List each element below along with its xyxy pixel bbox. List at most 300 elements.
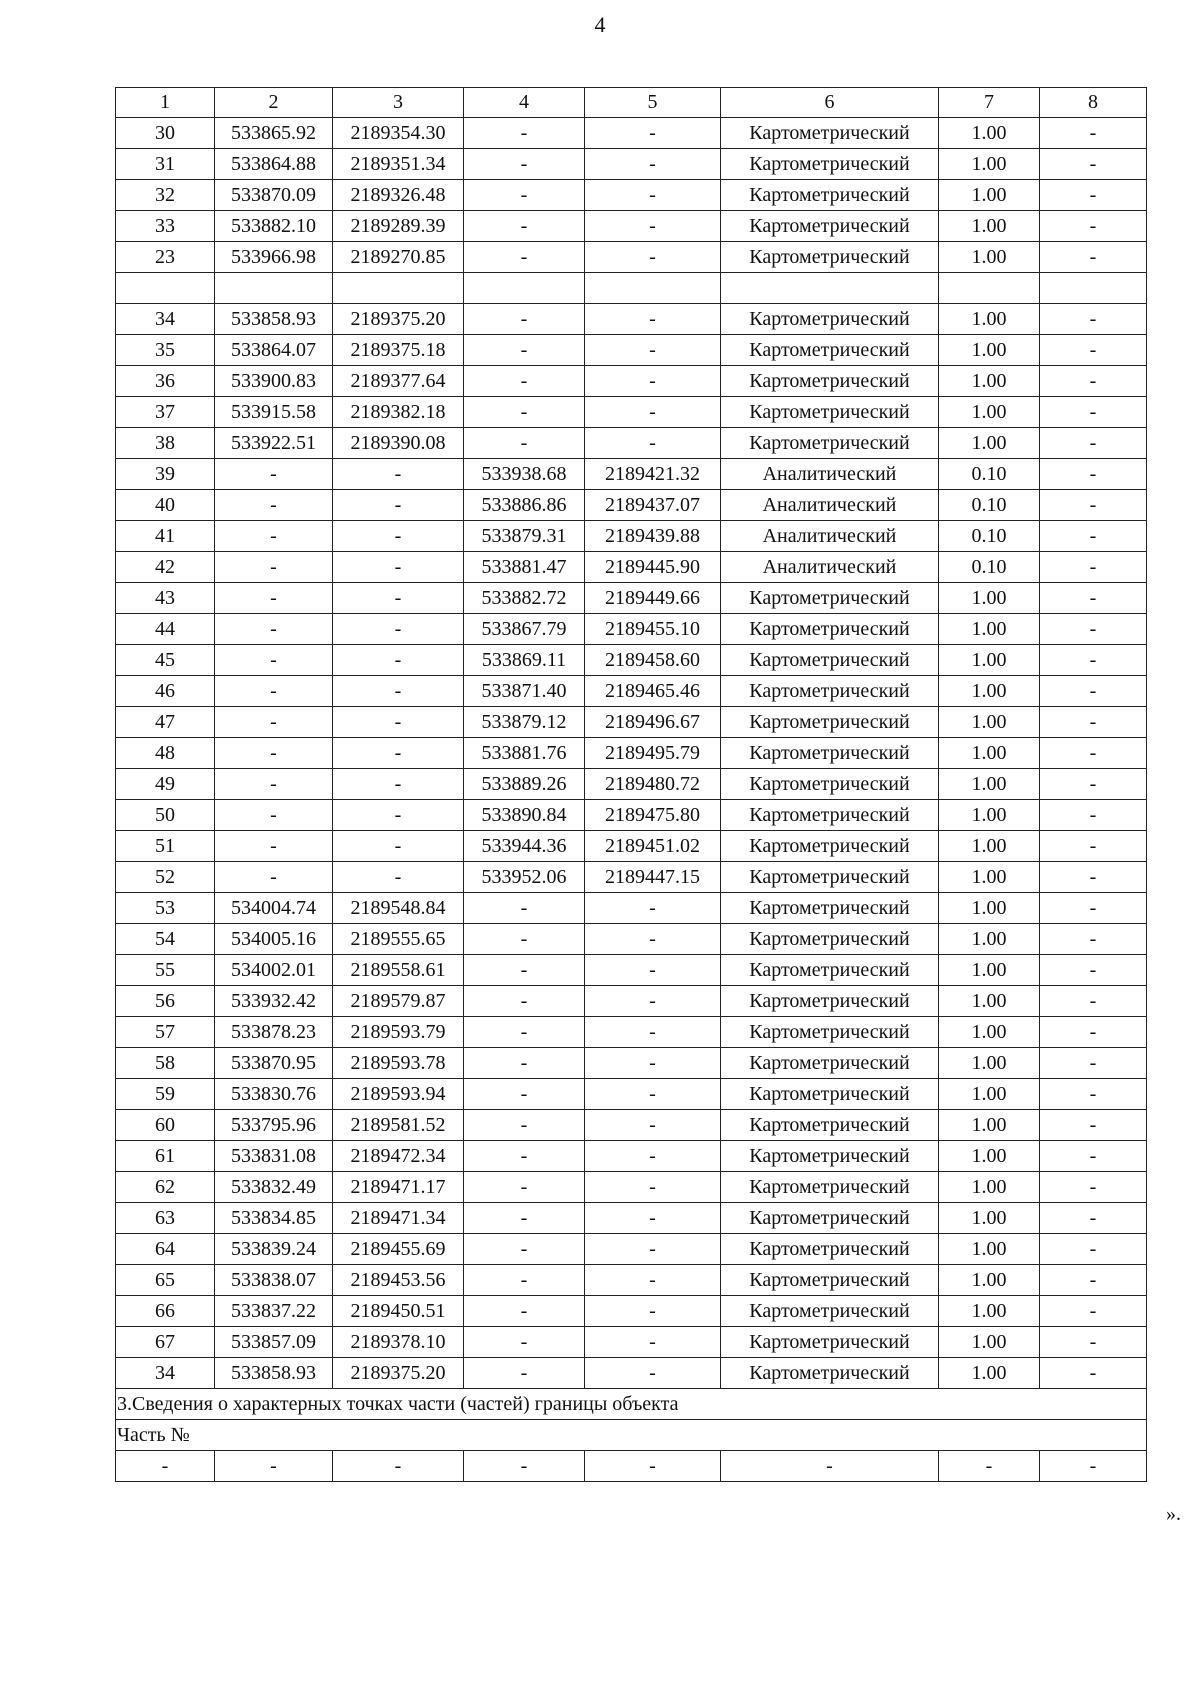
table-cell: Картометрический xyxy=(721,1327,939,1358)
table-cell: - xyxy=(333,583,464,614)
section-title: 3.Сведения о характерных точках части (частей) границы объекта xyxy=(116,1389,1147,1420)
table-cell: 533966.98 xyxy=(215,242,333,273)
column-header: 3 xyxy=(333,88,464,118)
table-cell: 533870.95 xyxy=(215,1048,333,1079)
table-cell: 43 xyxy=(116,583,215,614)
table-row xyxy=(116,335,1147,366)
table-cell: - xyxy=(215,552,333,583)
table-cell: 2189375.20 xyxy=(333,304,464,335)
table-cell: 533857.09 xyxy=(215,1327,333,1358)
table-cell: - xyxy=(464,1296,585,1327)
table-cell: 2189354.30 xyxy=(333,118,464,149)
table-cell: Картометрический xyxy=(721,583,939,614)
table-cell: 533869.11 xyxy=(464,645,585,676)
table-cell: 61 xyxy=(116,1141,215,1172)
table-cell: 1.00 xyxy=(939,118,1040,149)
table-cell: - xyxy=(464,304,585,335)
table-row xyxy=(116,893,1147,924)
table-cell xyxy=(333,273,464,304)
table-row xyxy=(116,1110,1147,1141)
table-cell: 42 xyxy=(116,552,215,583)
table-row xyxy=(116,862,1147,893)
table-cell: 533932.42 xyxy=(215,986,333,1017)
table-cell: - xyxy=(464,955,585,986)
table-cell: 2189382.18 xyxy=(333,397,464,428)
table-cell: - xyxy=(1040,242,1147,273)
table-cell: 533870.09 xyxy=(215,180,333,211)
table-cell: Аналитический xyxy=(721,552,939,583)
table-cell: - xyxy=(333,521,464,552)
table-cell xyxy=(585,273,721,304)
table-row xyxy=(116,924,1147,955)
table-cell: - xyxy=(585,1203,721,1234)
table-cell: Картометрический xyxy=(721,738,939,769)
table-cell: - xyxy=(1040,614,1147,645)
table-row xyxy=(116,986,1147,1017)
table-cell: 533838.07 xyxy=(215,1265,333,1296)
table-cell: - xyxy=(1040,1141,1147,1172)
table-cell: 47 xyxy=(116,707,215,738)
table-cell: 2189445.90 xyxy=(585,552,721,583)
table-row xyxy=(116,1358,1147,1389)
table-cell: 2189558.61 xyxy=(333,955,464,986)
table-cell: 1.00 xyxy=(939,304,1040,335)
table-cell: 533915.58 xyxy=(215,397,333,428)
table-cell: - xyxy=(1040,211,1147,242)
table-cell: - xyxy=(585,986,721,1017)
table-cell: 533879.12 xyxy=(464,707,585,738)
table-cell: 2189579.87 xyxy=(333,986,464,1017)
table-cell: - xyxy=(464,118,585,149)
table-cell: - xyxy=(464,1203,585,1234)
table-cell: 533944.36 xyxy=(464,831,585,862)
table-cell: 50 xyxy=(116,800,215,831)
table-cell: Картометрический xyxy=(721,986,939,1017)
table-cell: - xyxy=(215,862,333,893)
table-cell: Картометрический xyxy=(721,1110,939,1141)
page-number: 4 xyxy=(594,12,606,37)
table-cell: - xyxy=(1040,1296,1147,1327)
table-cell: 2189351.34 xyxy=(333,149,464,180)
table-cell: - xyxy=(585,1265,721,1296)
table-cell: - xyxy=(464,1141,585,1172)
table-cell: 1.00 xyxy=(939,769,1040,800)
table-cell: 2189437.07 xyxy=(585,490,721,521)
table-cell: Картометрический xyxy=(721,862,939,893)
table-row xyxy=(116,428,1147,459)
table-cell: 533952.06 xyxy=(464,862,585,893)
table-row xyxy=(116,397,1147,428)
table-cell: 1.00 xyxy=(939,862,1040,893)
table-cell: 533795.96 xyxy=(215,1110,333,1141)
table-cell: - xyxy=(1040,769,1147,800)
table-cell: - xyxy=(585,955,721,986)
table-cell: 1.00 xyxy=(939,1296,1040,1327)
table-cell: 2189471.34 xyxy=(333,1203,464,1234)
table-row xyxy=(116,769,1147,800)
table-cell: 533879.31 xyxy=(464,521,585,552)
table-cell: Картометрический xyxy=(721,1358,939,1389)
table-cell: 2189270.85 xyxy=(333,242,464,273)
table-cell: - xyxy=(1040,862,1147,893)
table-row xyxy=(116,521,1147,552)
table-cell: 1.00 xyxy=(939,924,1040,955)
table-cell: - xyxy=(215,521,333,552)
table-cell: 533882.10 xyxy=(215,211,333,242)
table-cell: 23 xyxy=(116,242,215,273)
table-cell: - xyxy=(464,1451,585,1482)
table-cell: - xyxy=(333,645,464,676)
table-cell: - xyxy=(1040,1110,1147,1141)
table-cell: 1.00 xyxy=(939,1017,1040,1048)
table-cell: Картометрический xyxy=(721,1172,939,1203)
table-cell: - xyxy=(585,211,721,242)
table-row xyxy=(116,645,1147,676)
table-cell: - xyxy=(1040,149,1147,180)
table-cell: Картометрический xyxy=(721,180,939,211)
table-cell: - xyxy=(1040,1265,1147,1296)
table-cell xyxy=(215,273,333,304)
table-cell: - xyxy=(333,831,464,862)
table-row xyxy=(116,366,1147,397)
table-cell: - xyxy=(585,1358,721,1389)
table-cell: Картометрический xyxy=(721,1265,939,1296)
table-cell: 534004.74 xyxy=(215,893,333,924)
table-cell: 2189439.88 xyxy=(585,521,721,552)
table-cell: Картометрический xyxy=(721,614,939,645)
table-cell: 67 xyxy=(116,1327,215,1358)
table-cell: - xyxy=(585,893,721,924)
table-cell: - xyxy=(464,1327,585,1358)
table-cell: - xyxy=(585,924,721,955)
table-cell: 533867.79 xyxy=(464,614,585,645)
table-cell: 533864.88 xyxy=(215,149,333,180)
table-cell: 2189451.02 xyxy=(585,831,721,862)
column-header: 7 xyxy=(939,88,1040,118)
table-cell: 533889.26 xyxy=(464,769,585,800)
table-cell: - xyxy=(1040,583,1147,614)
table-cell: 1.00 xyxy=(939,986,1040,1017)
table-cell: 37 xyxy=(116,397,215,428)
table-cell: - xyxy=(585,1451,721,1482)
table-cell: - xyxy=(215,1451,333,1482)
table-cell: 1.00 xyxy=(939,676,1040,707)
table-cell: - xyxy=(464,335,585,366)
table-row xyxy=(116,614,1147,645)
table-cell: - xyxy=(464,242,585,273)
table-body xyxy=(116,88,1147,1482)
table-cell: - xyxy=(215,707,333,738)
table-cell: - xyxy=(1040,1079,1147,1110)
table-cell: Аналитический xyxy=(721,490,939,521)
table-cell: - xyxy=(585,366,721,397)
table-cell: - xyxy=(464,1017,585,1048)
table-cell: - xyxy=(464,428,585,459)
table-cell: Картометрический xyxy=(721,242,939,273)
part-number-label: Часть № xyxy=(116,1420,1147,1451)
table-cell: - xyxy=(333,676,464,707)
table-cell: - xyxy=(585,1048,721,1079)
table-cell: 1.00 xyxy=(939,1141,1040,1172)
table-row xyxy=(116,180,1147,211)
table-cell: - xyxy=(1040,1203,1147,1234)
table-row xyxy=(116,1172,1147,1203)
table-row xyxy=(116,1141,1147,1172)
closing-quote-mark: ». xyxy=(1166,1503,1181,1525)
table-cell: - xyxy=(1040,428,1147,459)
table-cell: 1.00 xyxy=(939,397,1040,428)
table-cell: Картометрический xyxy=(721,1203,939,1234)
table-cell: - xyxy=(1040,1172,1147,1203)
table-cell: - xyxy=(215,738,333,769)
table-cell: Картометрический xyxy=(721,1296,939,1327)
table-cell: - xyxy=(464,211,585,242)
table-cell: - xyxy=(939,1451,1040,1482)
table-cell: 534005.16 xyxy=(215,924,333,955)
table-cell: 533864.07 xyxy=(215,335,333,366)
table-row xyxy=(116,1327,1147,1358)
table-cell: Картометрический xyxy=(721,800,939,831)
table-cell: - xyxy=(116,1451,215,1482)
table-cell: - xyxy=(585,1234,721,1265)
table-cell: 2189377.64 xyxy=(333,366,464,397)
table-cell: 533830.76 xyxy=(215,1079,333,1110)
table-cell: 1.00 xyxy=(939,335,1040,366)
table-cell: 1.00 xyxy=(939,1110,1040,1141)
table-cell: 44 xyxy=(116,614,215,645)
table-cell: - xyxy=(1040,645,1147,676)
table-row xyxy=(116,676,1147,707)
table-cell: 65 xyxy=(116,1265,215,1296)
table-cell: 2189447.15 xyxy=(585,862,721,893)
table-cell: - xyxy=(585,335,721,366)
column-header: 4 xyxy=(464,88,585,118)
table-cell: - xyxy=(215,583,333,614)
table-cell: 533881.76 xyxy=(464,738,585,769)
table-cell: Картометрический xyxy=(721,831,939,862)
table-row xyxy=(116,831,1147,862)
table-cell: Картометрический xyxy=(721,924,939,955)
table-row xyxy=(116,1048,1147,1079)
table-cell: Картометрический xyxy=(721,118,939,149)
table-cell: 533871.40 xyxy=(464,676,585,707)
table-cell xyxy=(116,273,215,304)
table-cell: 58 xyxy=(116,1048,215,1079)
table-cell: - xyxy=(215,676,333,707)
table-cell: Картометрический xyxy=(721,304,939,335)
table-cell: - xyxy=(333,707,464,738)
table-cell: Аналитический xyxy=(721,459,939,490)
table-cell: 52 xyxy=(116,862,215,893)
table-cell: 534002.01 xyxy=(215,955,333,986)
table-cell: Картометрический xyxy=(721,211,939,242)
table-cell: 63 xyxy=(116,1203,215,1234)
table-cell: - xyxy=(333,800,464,831)
table-cell: - xyxy=(464,397,585,428)
table-row xyxy=(116,211,1147,242)
table-cell: 0.10 xyxy=(939,552,1040,583)
table-cell: - xyxy=(333,862,464,893)
table-cell: Картометрический xyxy=(721,428,939,459)
table-cell: - xyxy=(464,1110,585,1141)
table-cell: Картометрический xyxy=(721,335,939,366)
column-header: 2 xyxy=(215,88,333,118)
table-cell: Аналитический xyxy=(721,521,939,552)
table-cell: 2189450.51 xyxy=(333,1296,464,1327)
table-cell: 2189449.66 xyxy=(585,583,721,614)
table-cell: - xyxy=(1040,1327,1147,1358)
table-cell: - xyxy=(585,149,721,180)
table-cell: - xyxy=(1040,1234,1147,1265)
table-cell: - xyxy=(585,1172,721,1203)
table-cell: Картометрический xyxy=(721,1141,939,1172)
table-cell: 1.00 xyxy=(939,1048,1040,1079)
table-cell: 2189495.79 xyxy=(585,738,721,769)
table-row xyxy=(116,242,1147,273)
table-cell: 533834.85 xyxy=(215,1203,333,1234)
table-cell: 533886.86 xyxy=(464,490,585,521)
table-cell: 2189472.34 xyxy=(333,1141,464,1172)
table-cell: - xyxy=(1040,180,1147,211)
table-cell: - xyxy=(1040,707,1147,738)
table-cell: 1.00 xyxy=(939,583,1040,614)
table-cell: - xyxy=(585,242,721,273)
table-cell: 1.00 xyxy=(939,831,1040,862)
table-cell: - xyxy=(585,118,721,149)
table-cell: 533865.92 xyxy=(215,118,333,149)
table-cell: 55 xyxy=(116,955,215,986)
table-cell: - xyxy=(585,397,721,428)
table-cell: - xyxy=(1040,397,1147,428)
table-cell: 2189375.20 xyxy=(333,1358,464,1389)
table-cell: 533831.08 xyxy=(215,1141,333,1172)
table-cell: 57 xyxy=(116,1017,215,1048)
column-header: 8 xyxy=(1040,88,1147,118)
table-cell: - xyxy=(215,490,333,521)
table-cell: - xyxy=(585,428,721,459)
table-cell: 64 xyxy=(116,1234,215,1265)
table-row xyxy=(116,800,1147,831)
table-cell: 533922.51 xyxy=(215,428,333,459)
table-cell: 1.00 xyxy=(939,707,1040,738)
table-cell: - xyxy=(1040,1358,1147,1389)
table-cell: 2189390.08 xyxy=(333,428,464,459)
table-cell: 2189555.65 xyxy=(333,924,464,955)
table-row xyxy=(116,552,1147,583)
table-cell: 1.00 xyxy=(939,428,1040,459)
table-cell: 2189455.10 xyxy=(585,614,721,645)
table-cell: Картометрический xyxy=(721,1234,939,1265)
table-cell: - xyxy=(464,1265,585,1296)
table-cell: 53 xyxy=(116,893,215,924)
table-cell: - xyxy=(1040,893,1147,924)
table-cell: - xyxy=(1040,955,1147,986)
table-row xyxy=(116,459,1147,490)
table-cell: 533881.47 xyxy=(464,552,585,583)
table-cell: 1.00 xyxy=(939,738,1040,769)
table-cell: 2189471.17 xyxy=(333,1172,464,1203)
table-cell: Картометрический xyxy=(721,707,939,738)
table-cell: Картометрический xyxy=(721,149,939,180)
table-row xyxy=(116,583,1147,614)
table-cell: - xyxy=(333,614,464,645)
table-cell: 1.00 xyxy=(939,1234,1040,1265)
section-title-row xyxy=(116,1389,1147,1420)
table-cell: 1.00 xyxy=(939,1327,1040,1358)
table-cell: 1.00 xyxy=(939,242,1040,273)
table-cell: 1.00 xyxy=(939,1172,1040,1203)
table-cell: - xyxy=(215,831,333,862)
table-cell: 2189581.52 xyxy=(333,1110,464,1141)
table-cell: - xyxy=(215,614,333,645)
table-cell: - xyxy=(585,1327,721,1358)
table-cell: 0.10 xyxy=(939,490,1040,521)
table-cell: - xyxy=(585,1110,721,1141)
header-row xyxy=(116,88,1147,118)
table-row xyxy=(116,1079,1147,1110)
table-cell: 533878.23 xyxy=(215,1017,333,1048)
table-cell: - xyxy=(464,1048,585,1079)
table-cell: 36 xyxy=(116,366,215,397)
boundary-points-table xyxy=(115,87,1147,1482)
table-cell: - xyxy=(585,180,721,211)
table-cell: 2189455.69 xyxy=(333,1234,464,1265)
table-row xyxy=(116,490,1147,521)
table-cell: 48 xyxy=(116,738,215,769)
table-cell: - xyxy=(333,738,464,769)
table-cell: 0.10 xyxy=(939,521,1040,552)
table-cell: 1.00 xyxy=(939,800,1040,831)
table-cell: - xyxy=(215,459,333,490)
table-cell: 2189458.60 xyxy=(585,645,721,676)
table-cell: 35 xyxy=(116,335,215,366)
table-cell: 533900.83 xyxy=(215,366,333,397)
table-row xyxy=(116,1296,1147,1327)
table-cell: Картометрический xyxy=(721,366,939,397)
table-cell: - xyxy=(333,552,464,583)
table-row xyxy=(116,118,1147,149)
table-cell: 533837.22 xyxy=(215,1296,333,1327)
table-cell: 62 xyxy=(116,1172,215,1203)
table-cell: 2189453.56 xyxy=(333,1265,464,1296)
table-cell: 49 xyxy=(116,769,215,800)
table-cell: 2189378.10 xyxy=(333,1327,464,1358)
table-cell: - xyxy=(1040,459,1147,490)
table-cell: 54 xyxy=(116,924,215,955)
table-row xyxy=(116,1017,1147,1048)
table-cell: 533858.93 xyxy=(215,304,333,335)
table-cell xyxy=(464,273,585,304)
table-cell: - xyxy=(464,986,585,1017)
table-cell: 2189548.84 xyxy=(333,893,464,924)
table-cell: 46 xyxy=(116,676,215,707)
table-cell: 31 xyxy=(116,149,215,180)
table-cell: 2189496.67 xyxy=(585,707,721,738)
table-cell: Картометрический xyxy=(721,1017,939,1048)
table-cell: - xyxy=(464,1172,585,1203)
table-cell: - xyxy=(1040,304,1147,335)
table-cell: 41 xyxy=(116,521,215,552)
table-cell: 32 xyxy=(116,180,215,211)
table-cell: - xyxy=(1040,1451,1147,1482)
table-cell: 0.10 xyxy=(939,459,1040,490)
table-cell: - xyxy=(333,490,464,521)
table-cell: - xyxy=(215,800,333,831)
table-cell: - xyxy=(1040,552,1147,583)
table-row xyxy=(116,273,1147,304)
table-cell: Картометрический xyxy=(721,1048,939,1079)
table-cell: 533882.72 xyxy=(464,583,585,614)
